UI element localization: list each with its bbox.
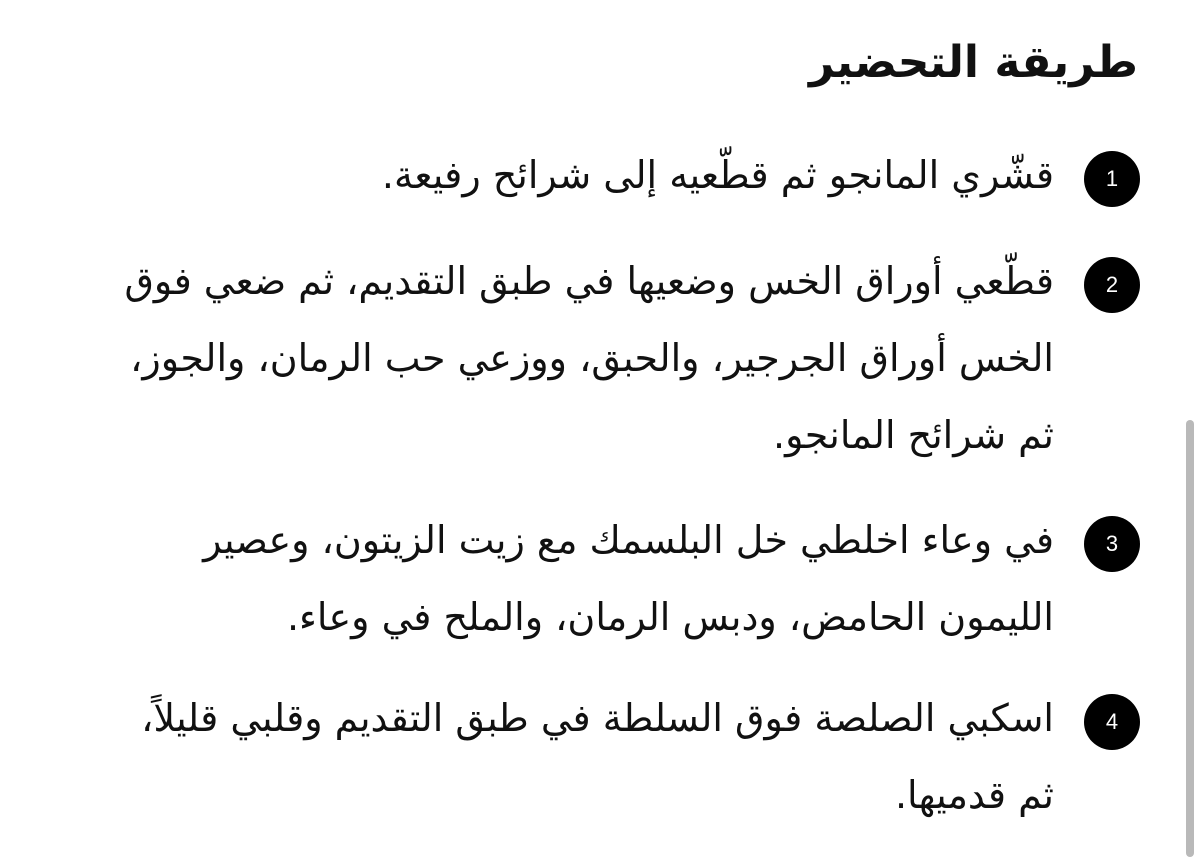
step-text: في وعاء اخلطي خل البلسمك مع زيت الزيتون، وعصير الليمون الحامض، ودبس الرمان، والملح في وعاء.	[203, 518, 1054, 639]
step-number-badge: 4	[1084, 694, 1140, 750]
section-title: طريقة التحضير	[809, 37, 1138, 88]
step-text: اسكبي الصلصة فوق السلطة في طبق التقديم وقلبي قليلاً، ثم قدميها.	[141, 696, 1054, 817]
step-text: قشّري المانجو ثم قطّعيه إلى شرائح رفيعة.	[381, 153, 1054, 197]
step-number-badge: 2	[1084, 257, 1140, 313]
step-text: قطّعي أوراق الخس وضعيها في طبق التقديم، ثم ضعي فوق الخس أوراق الجرجير، والحبق، ووزعي حب الرمان، والجوز، ثم شرائح المانجو.	[124, 259, 1054, 457]
scrollbar[interactable]	[1186, 420, 1194, 857]
step-number-badge: 3	[1084, 516, 1140, 572]
step-number-badge: 1	[1084, 151, 1140, 207]
